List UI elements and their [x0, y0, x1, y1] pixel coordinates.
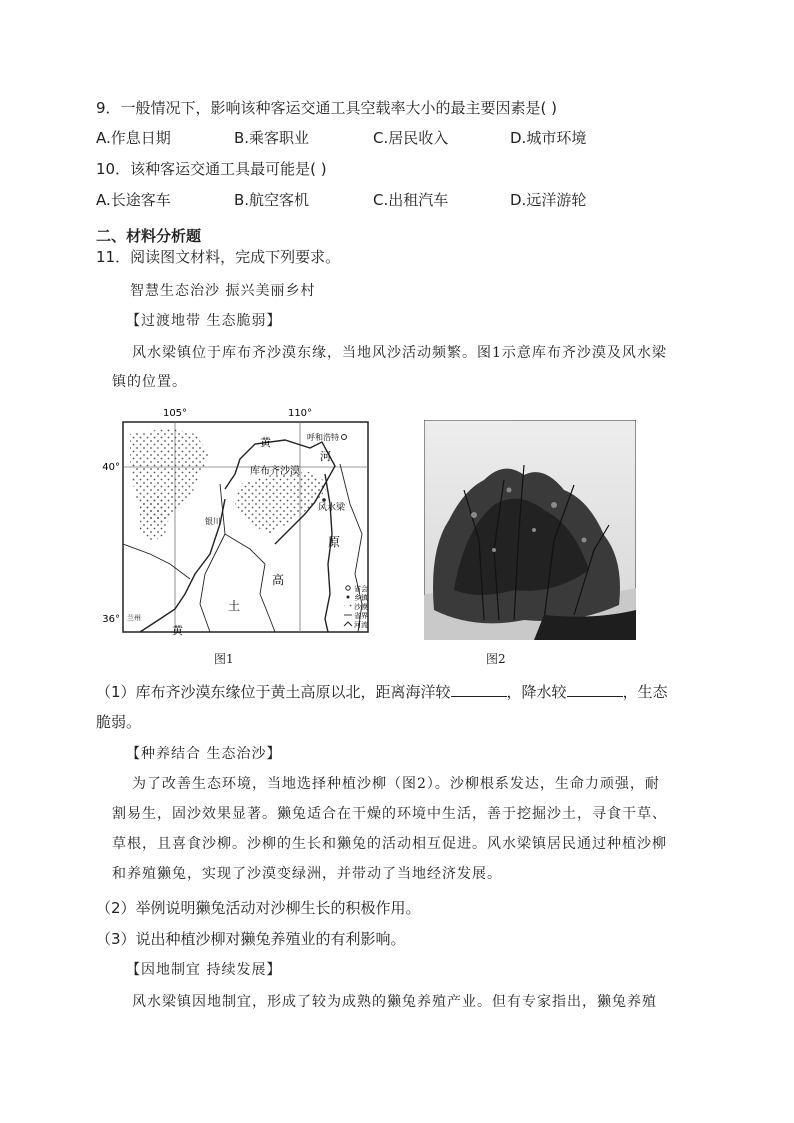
q11-theme: 智慧生态治沙 振兴美丽乡村 [130, 283, 316, 299]
heading-local-conditions: 【因地制宜 持续发展】 [126, 962, 282, 978]
subq2: （2）举例说明獭兔活动对沙柳生长的积极作用。 [96, 899, 421, 917]
subq1-line2: 脆弱。 [96, 713, 142, 731]
subq1-part-b: ，降水较 [506, 683, 567, 701]
figure1-caption: 图1 [214, 652, 234, 666]
legend-river: 河流 [354, 621, 368, 629]
para2-line2: 割易生，固沙效果显著。獭兔适合在干燥的环境中生活，善于挖掘沙土，寻食干草、 [112, 806, 667, 822]
para1-line2: 镇的位置。 [112, 374, 187, 390]
q10-stem: 10．该种客运交通工具最可能是( ) [96, 160, 327, 178]
legend-boundary: 省界 [354, 612, 368, 620]
lon-label-105: 105° [162, 408, 188, 419]
legend-town: 乡镇 [354, 594, 368, 602]
q10-option-b: B.航空客机 [234, 191, 310, 209]
region-char-yuan: 原 [328, 535, 341, 549]
q9-stem: 9．一般情况下，影响该种客运交通工具空载率大小的最主要因素是( ) [96, 99, 558, 117]
region-char-huang2: 黄 [172, 624, 183, 637]
subq1-part-c: ，生态 [622, 683, 668, 701]
para3-line1: 风水梁镇因地制宜，形成了较为成熟的獭兔养殖产业。但有专家指出，獭兔养殖 [132, 994, 657, 1010]
q9-option-a: A.作息日期 [96, 129, 171, 147]
para2-line3: 草根，且喜食沙柳。沙柳的生长和獭兔的活动相互促进。风水梁镇居民通过种植沙柳 [112, 836, 667, 852]
heading-transition-zone: 【过渡地带 生态脆弱】 [126, 313, 282, 329]
figure2-photo [424, 420, 636, 640]
q11-stem: 11．阅读图文材料，完成下列要求。 [96, 248, 341, 266]
legend-capital: 省会 [354, 585, 368, 593]
legend-desert: 沙漠 [354, 603, 368, 611]
place-lanzhou: 兰州 [127, 614, 141, 622]
para2-line4: 和养殖獭兔，实现了沙漠变绿洲，并带动了当地经济发展。 [112, 866, 502, 882]
place-kubuqi: 库布齐沙漠 [250, 466, 300, 477]
figure2-caption: 图2 [486, 652, 506, 666]
lon-label-110: 110° [287, 408, 313, 419]
section-title: 二、材料分析题 [96, 227, 202, 245]
q9-option-d: D.城市环境 [510, 129, 587, 147]
region-char-gao: 高 [272, 573, 285, 587]
heading-planting-breeding: 【种养结合 生态治沙】 [126, 746, 282, 762]
para2-line1: 为了改善生态环境，当地选择种植沙柳（图2）。沙柳根系发达，生命力顽强，耐 [132, 776, 660, 792]
q9-option-b: B.乘客职业 [234, 129, 310, 147]
q10-option-d: D.远洋游轮 [510, 191, 587, 209]
lat-label-36: 36° [102, 614, 120, 625]
place-fengshuiliang: 风水梁 [318, 503, 346, 513]
lat-label-40: 40° [102, 462, 120, 473]
para1-line1: 风水梁镇位于库布齐沙漠东缘，当地风沙活动频繁。图1示意库布齐沙漠及风水梁 [132, 345, 667, 361]
q9-option-c: C.居民收入 [373, 129, 449, 147]
town-marker-fengshuiliang [322, 498, 326, 502]
subq1-part-a: （1）库布齐沙漠东缘位于黄土高原以北，距离海洋较 [96, 683, 451, 701]
subq3: （3）说出种植沙柳对獭兔养殖业的有利影响。 [96, 930, 406, 948]
region-char-huang: 黄 [260, 436, 271, 449]
q10-option-c: C.出租汽车 [373, 191, 449, 209]
figure1-map [100, 404, 380, 640]
q10-option-a: A.长途客车 [96, 191, 171, 209]
place-hohhot: 呼和浩特 [307, 433, 339, 442]
subq1-blank-distance[interactable] [451, 682, 507, 697]
place-yinchuan: 银川 [205, 517, 221, 526]
subq1-line1 [96, 682, 668, 702]
region-char-he: 河 [320, 450, 331, 463]
region-char-tu: 土 [228, 599, 241, 613]
subq1-blank-precipitation[interactable] [567, 682, 623, 697]
